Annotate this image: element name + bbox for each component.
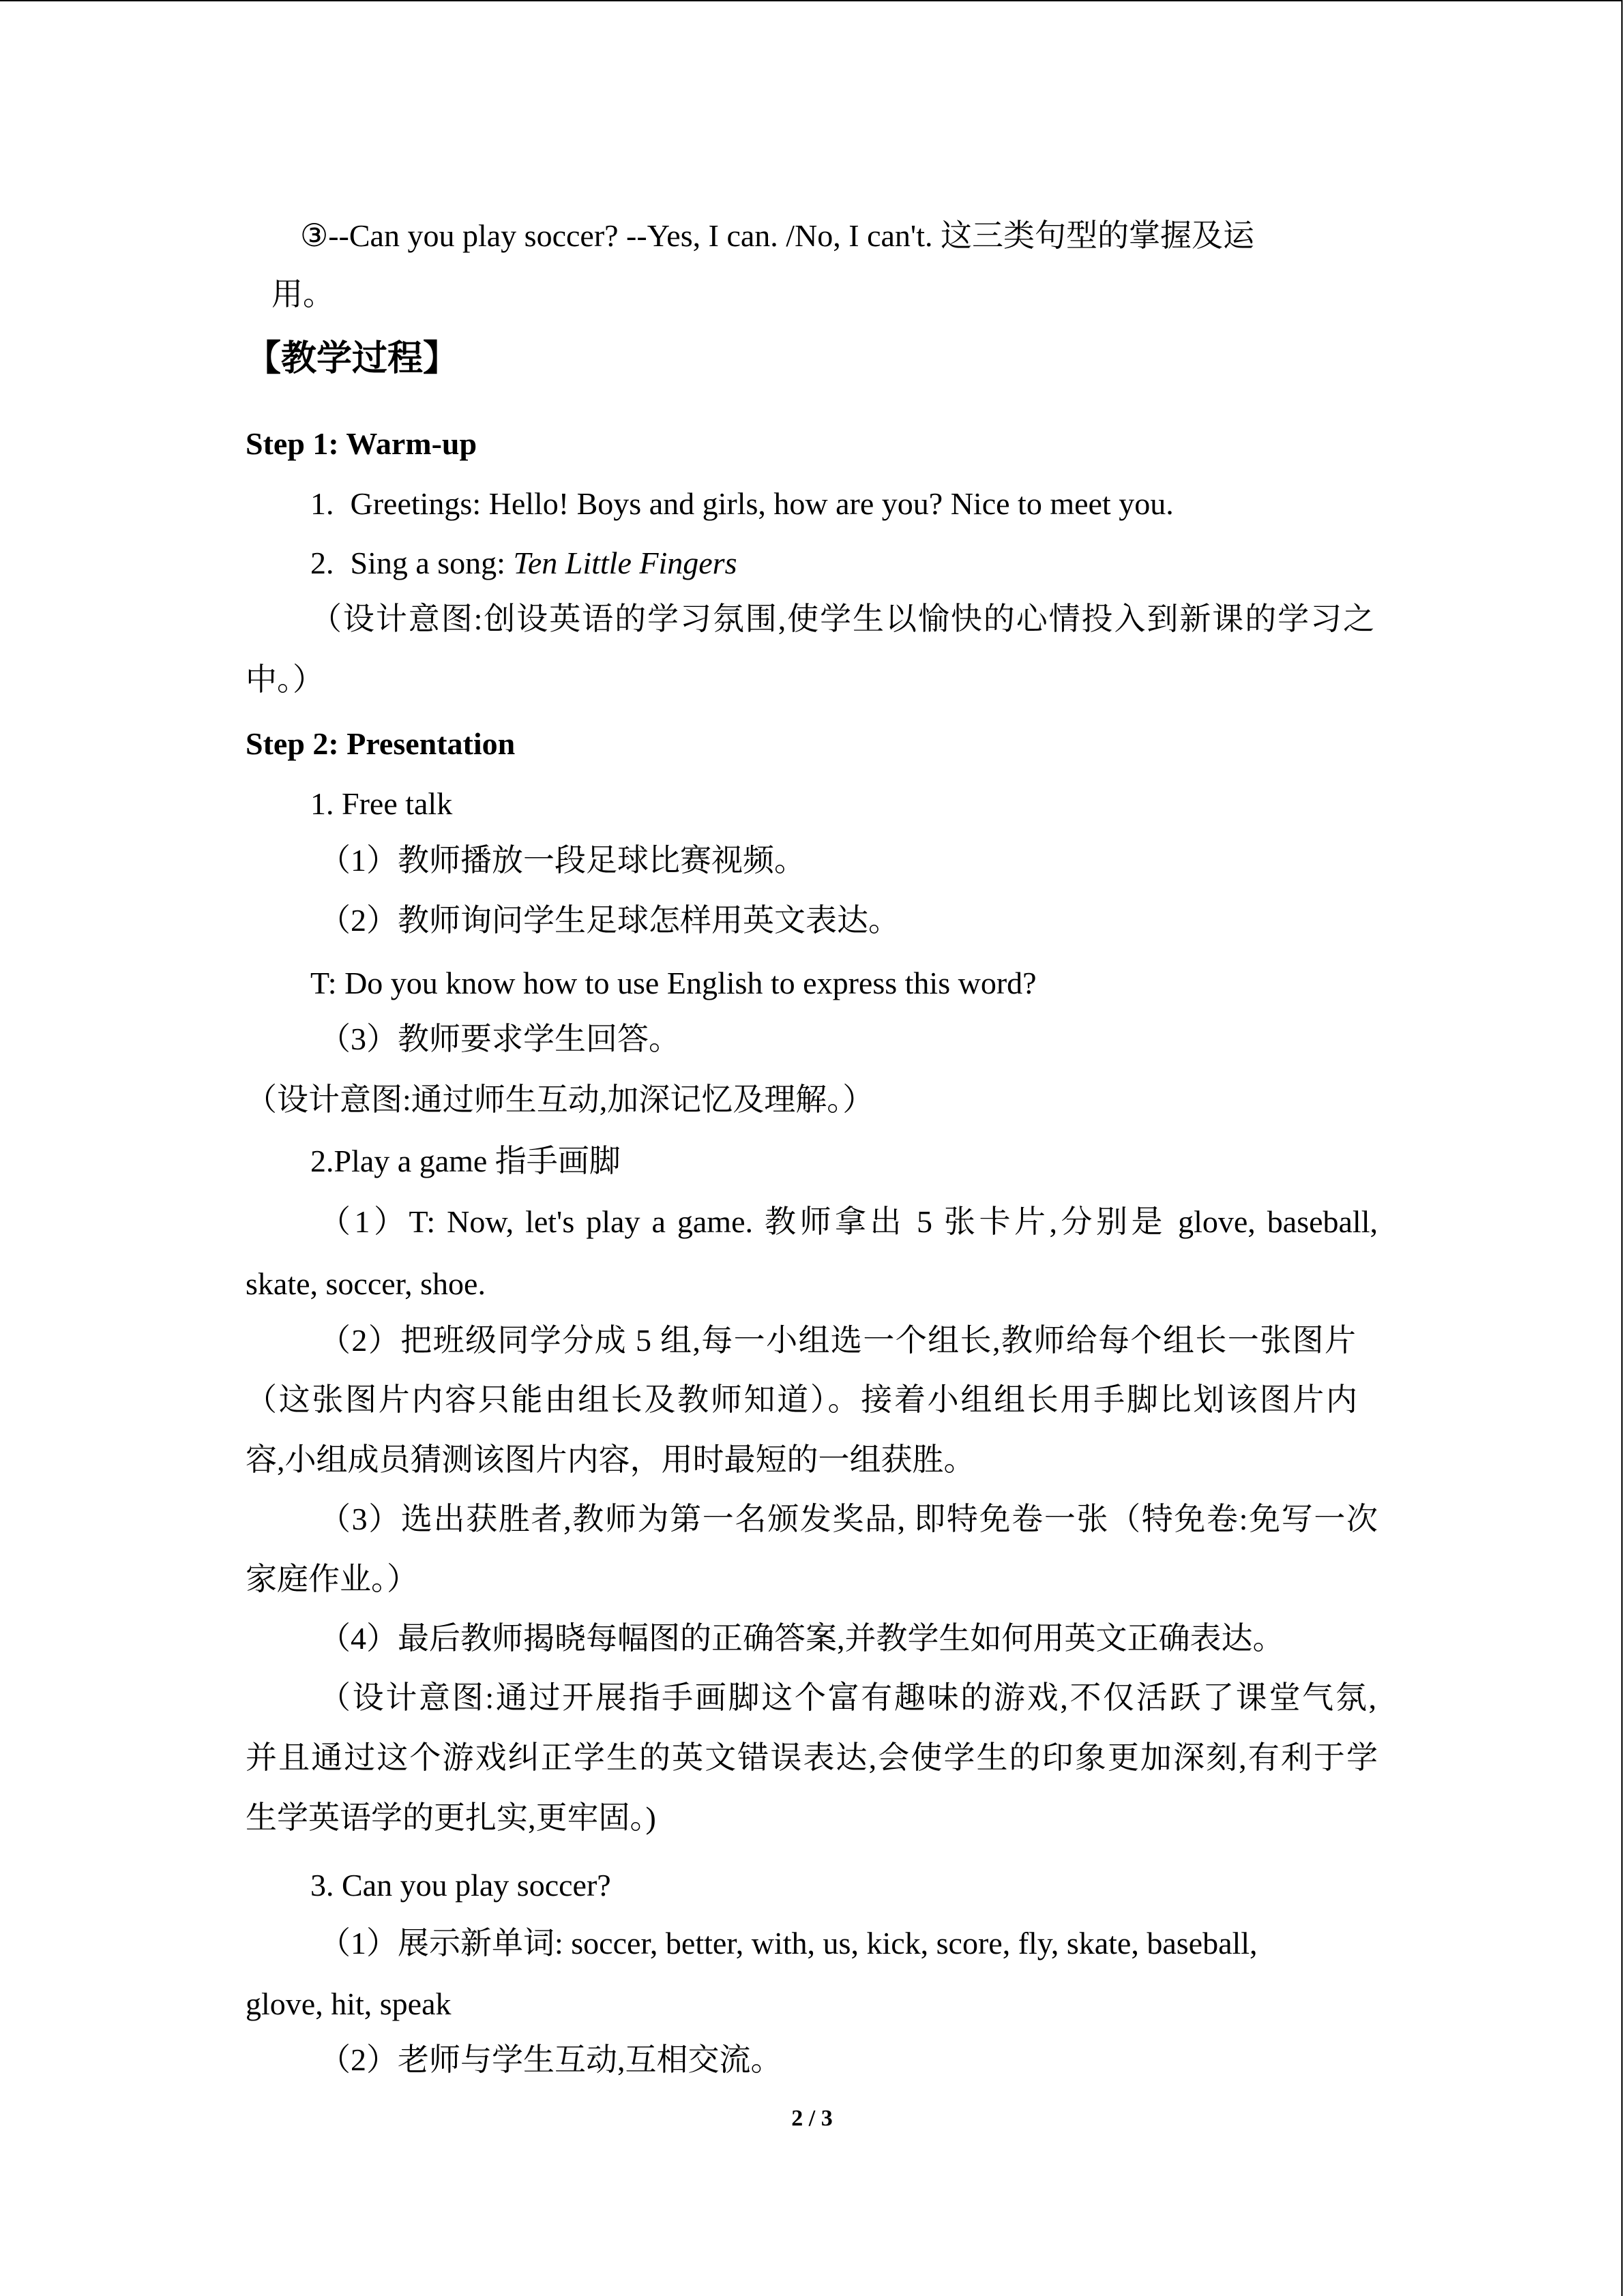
step1-intent-line2: 中。） [246, 662, 324, 697]
teacher-question: T: Do you know how to use English to express this word? [310, 966, 1037, 1000]
game-intent-line3: 生学英语学的更扎实,更牢固。) [246, 1800, 656, 1835]
step1-item1-number: 1. [310, 486, 334, 521]
game-step-2-line3: 容,小组成员猜测该图片内容，用时最短的一组获胜。 [246, 1442, 975, 1477]
game-step-2-line2: （这张图片内容只能由组长及教师知道）。接着小组组长用手脚比划该图片内 [246, 1382, 1357, 1417]
free-talk-item-1: （1）教师播放一段足球比赛视频。 [319, 843, 806, 878]
step1-item2-prefix: Sing a song: [350, 546, 514, 580]
step1-item1-text: Greetings: Hello! Boys and girls, how are you? Nice to meet you. [350, 486, 1174, 521]
sentence-pattern-3-line2: 用。 [271, 277, 334, 312]
step1-title: Step 1: Warm-up [246, 426, 477, 461]
game-title: 2.Play a game 指手画脚 [310, 1144, 621, 1178]
step1-item1 [310, 485, 1174, 523]
game-step-1-line1: （1）T: Now, let's play a game. 教师拿出 5 张卡片,分别是 glove, baseball, [319, 1204, 1378, 1239]
step2-title: Step 2: Presentation [246, 726, 516, 761]
new-words-line1: （1）展示新单词: soccer, better, with, us, kick, score, fly, skate, baseball, [319, 1926, 1258, 1960]
sentence-pattern-3-line1: ③--Can you play soccer? --Yes, I can. /No, I can't. 这三类句型的掌握及运 [300, 218, 1255, 253]
game-step-3-line2: 家庭作业。） [246, 1562, 418, 1596]
free-talk-item-3: （3）教师要求学生回答。 [319, 1022, 680, 1056]
game-step-2-line1: （2）把班级同学分成 5 组,每一小组选一个组长,教师给每个组长一张图片 [319, 1323, 1356, 1358]
free-talk-title: 1. Free talk [310, 786, 453, 821]
free-talk-item-2: （2）教师询问学生足球怎样用英文表达。 [319, 903, 900, 938]
page-number: 2 / 3 [791, 2106, 833, 2131]
game-intent-line1: （设计意图:通过开展指手画脚这个富有趣味的游戏,不仅活跃了课堂气氛, [319, 1680, 1376, 1715]
game-step-3-line1: （3）选出获胜者,教师为第一名颁发奖品, 即特免卷一张（特免卷:免写一次 [319, 1502, 1378, 1536]
section-3-title: 3. Can you play soccer? [310, 1868, 611, 1903]
free-talk-intent: （设计意图:通过师生互动,加深记忆及理解。） [246, 1082, 874, 1117]
new-words-line2: glove, hit, speak [246, 1986, 452, 2021]
section-title-teaching-process: 【教学过程】 [246, 340, 459, 378]
step1-intent-line1: （设计意图:创设英语的学习氛围,使学生以愉快的心情投入到新课的学习之 [310, 601, 1374, 636]
game-step-4: （4）最后教师揭晓每幅图的正确答案,并教学生如何用英文正确表达。 [319, 1621, 1284, 1656]
game-step-1-line2: skate, soccer, shoe. [246, 1266, 486, 1301]
step1-item2-number: 2. [310, 546, 334, 580]
section-3-item-2: （2）老师与学生互动,互相交流。 [319, 2042, 782, 2077]
step1-item2 [310, 544, 737, 582]
game-intent-line2: 并且通过这个游戏纠正学生的英文错误表达,会使学生的印象更加深刻,有利于学 [246, 1740, 1378, 1775]
song-title: Ten Little Fingers [513, 546, 737, 580]
